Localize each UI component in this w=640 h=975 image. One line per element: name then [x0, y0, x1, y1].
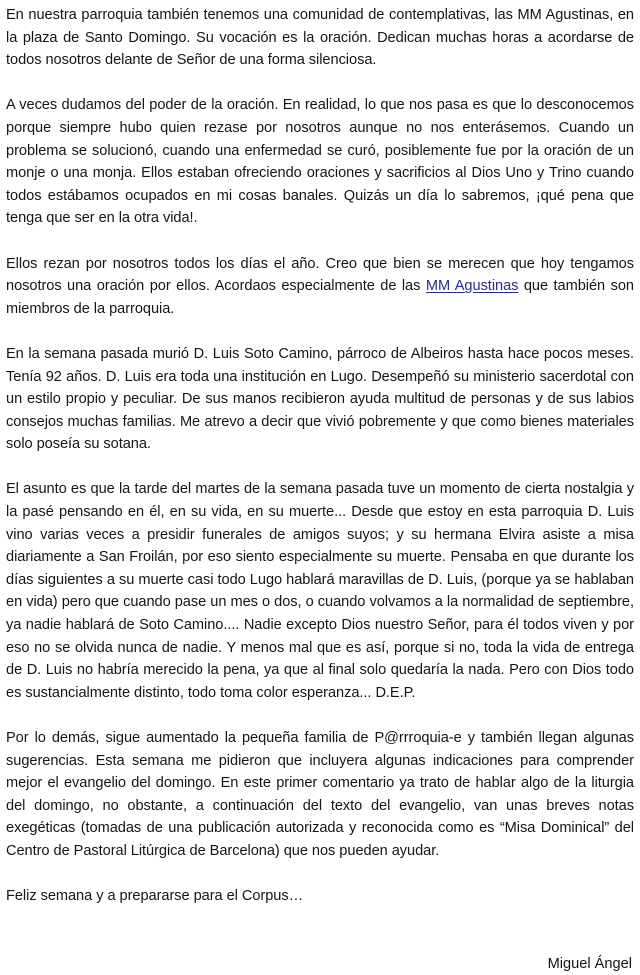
signature-author: Miguel Ángel — [547, 955, 632, 972]
paragraph-5: El asunto es que la tarde del martes de la semana pasada tuve un momento de cierta nostalgia y la pasé pensando en él, en su vida, en su muerte... Desde que estoy en esta parroquia D. Luis vino varias veces a presidir funerales de amigos suyos; y su hermana Elvira asiste a misa diariamente a San Froilán, por eso siento especialmente su muerte. Pensaba en que durante los días siguientes a su muerte casi todo Lugo hablará maravillas de D. Luis, (porque ya se hablaban en vida) pero que cuando pase un mes o dos, o cuando volvamos a la normalidad de septiembre, ya nadie hablará de Soto Camino.... Nadie excepto Dios nuestro Señor, para él todos viven y por eso no se olvida nunca de nadie. Y menos mal que es así, porque si no, toda la vida de entrega de D. Luis no habría merecido la pena, ya que al final solo quedaría la nada. Pero con Dios todo es sustancialmente distinto, todo toma color esperanza... D.E.P. — [6, 481, 634, 701]
paragraph-3-text-after-link: que también son miembros de la parroquia. — [6, 278, 634, 317]
paragraph-4: En la semana pasada murió D. Luis Soto Camino, párroco de Albeiros hasta hace pocos meses. Tenía 92 años. D. Luis era toda una institución en Lugo. Desempeñó su ministerio sacerdotal con un estilo propio y peculiar. De sus manos recibieron ayuda multitud de personas y de sus labios consejos muchas familias. Me atrevo a decir que vivió pobremente y que como bienes materiales solo poseía su sotana. — [6, 345, 634, 453]
paragraph-6: Por lo demás, sigue aumentado la pequeña familia de P@rrroquia-e y también llegan algunas sugerencias. Esta semana me pidieron que incluyera algunas indicaciones para comprender mejor el evangelio del domingo. En este primer comentario ya trato de hablar algo de la liturgia del domingo, no obstante, a continuación del texto del evangelio, van unas breves notas exegéticas (tomadas de una publicación autorizada y reconocida como es “Misa Dominical” del Centro de Pastoral Litúrgica de Barcelona) que nos pueden ayudar. — [6, 730, 634, 859]
paragraph-3 — [6, 253, 634, 321]
paragraph-3-text-before-link: Ellos rezan por nosotros todos los días el año. Creo que bien se merecen que hoy tengamos nosotros una oración por ellos. Acordaos especialmente de las — [6, 255, 634, 295]
paragraph-1: En nuestra parroquia también tenemos una comunidad de contemplativas, las MM Agustinas, en la plaza de Santo Domingo. Su vocación es la oración. Dedican muchas horas a acordarse de todos nosotros delante de Señor de una forma silenciosa. — [6, 7, 634, 69]
mm-agustinas-link[interactable]: MM Agustinas — [425, 278, 519, 295]
paragraph-7-closing: Feliz semana y a prepararse para el Corpus… — [6, 888, 304, 905]
paragraph-2: A veces dudamos del poder de la oración. En realidad, lo que nos pasa es que lo desconocemos porque siempre hubo quien rezase por nosotros aunque no nos enterásemos. Cuando un problema se solucionó, cuando una enfermedad se curó, posiblemente fue por la oración de un monje o una monja. Ellos estaban ofreciendo oraciones y sacrificios al Dios Uno y Trino cuando todos estábamos ocupados en mi cosas banales. Quizás un día lo sabremos, ¡qué pena que tenga que ser en la otra vida!. — [6, 97, 634, 227]
